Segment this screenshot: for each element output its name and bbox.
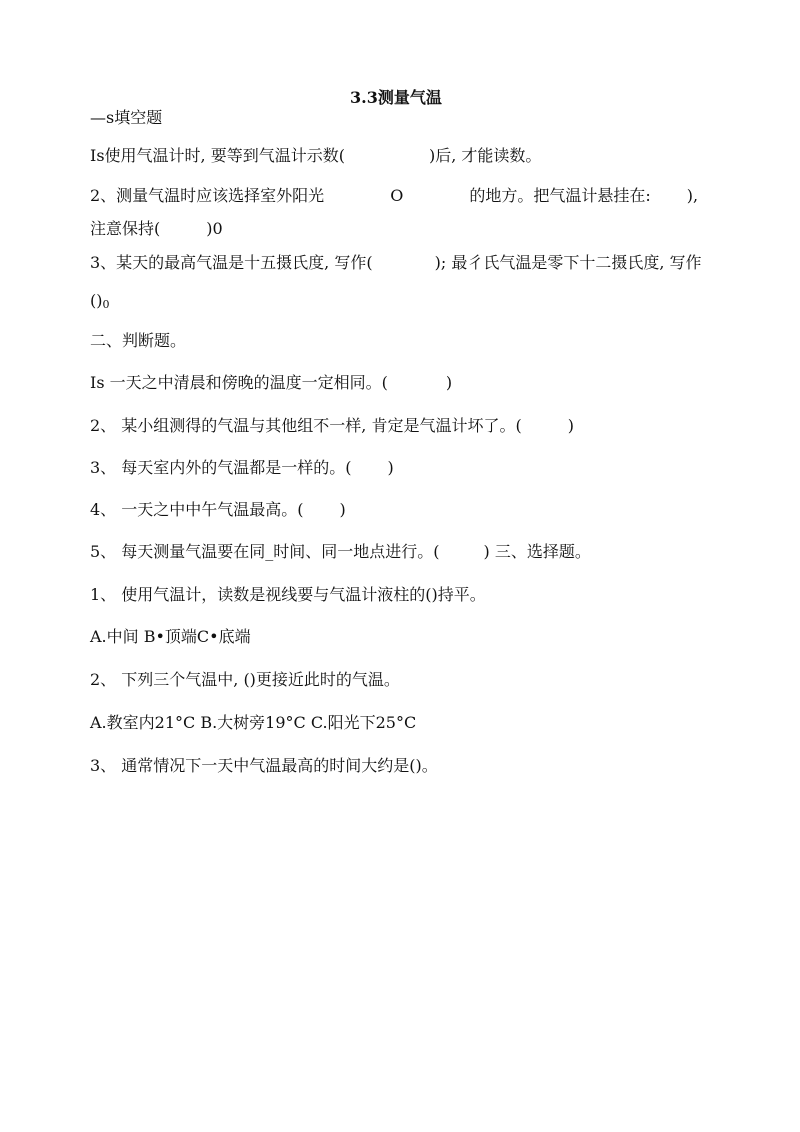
fill-q3b-subscript: 0 [102, 298, 110, 311]
judge-q5-close-and-section3-heading: ) 三、选择题。 [483, 542, 591, 561]
judge-q1-text: Is 一天之中清晨和傍晚的温度一定相同。( [90, 373, 388, 392]
judge-q4-text: 4、 一天之中中午气温最高。( [90, 500, 304, 519]
page-title: 3.3测量气温 [350, 88, 442, 107]
judge-question-4 [90, 500, 346, 520]
fill-q2-text-end: ), [686, 186, 699, 205]
fill-q2-text-middle: 的地方。把气温计悬挂在: [469, 186, 651, 205]
fill-q3-text-end: ); 最彳氏气温是零下十二摄氏度, 写作 [434, 253, 702, 272]
fill-question-3 [90, 253, 702, 273]
judge-q2-text: 2、 某小组测得的气温与其他组不一样, 肯定是气温计坏了。( [90, 416, 522, 435]
fill-q1-text-end: )后, 才能读数。 [428, 146, 542, 165]
fill-q2b-text-start: 注意保持( [90, 219, 161, 238]
choice-question-2-options: A.教室内21°C B.大树旁19°C C.阳光下25°C [90, 713, 417, 732]
fill-q2-blank-mark: O [390, 186, 404, 205]
fill-q3-text-start: 3、某天的最高气温是十五摄氏度, 写作( [90, 253, 373, 272]
fill-q2-text-start: 2、测量气温时应该选择室外阳光 [90, 186, 325, 205]
fill-question-2 [90, 186, 698, 206]
judge-question-2 [90, 416, 574, 436]
judge-q3-close: ) [387, 458, 394, 477]
judge-q1-close: ) [445, 373, 453, 392]
judge-q2-close: ) [567, 416, 574, 435]
choice-question-1-options: A.中间 B•顶端C•底端 [90, 627, 251, 646]
judge-q5-text: 5、 每天测量气温要在同_时间、同一地点进行。( [90, 542, 440, 561]
section-heading-judgement: 二、判断题。 [90, 331, 187, 350]
section-heading-fill-blank: —s填空题 [90, 108, 163, 127]
judge-question-1 [90, 373, 452, 393]
fill-question-2-continued [90, 219, 223, 239]
choice-question-3: 3、 通常情况下一天中气温最高的时间大约是()。 [90, 756, 438, 775]
judge-q4-close: ) [339, 500, 346, 519]
choice-question-1: 1、 使用气温计，读数是视线要与气温计液柱的()持平。 [90, 585, 486, 604]
fill-q3b-parens: () [90, 291, 103, 310]
fill-question-1 [90, 146, 541, 166]
fill-q1-text-start: Is使用气温计时, 要等到气温计示数( [90, 146, 345, 165]
judge-question-5 [90, 542, 591, 562]
fill-q2b-text-end: )0 [206, 219, 223, 238]
judge-q3-text: 3、 每天室内外的气温都是一样的。( [90, 458, 352, 477]
choice-question-2: 2、 下列三个气温中, ()更接近此时的气温。 [90, 670, 400, 689]
fill-question-3-continued [90, 291, 109, 315]
judge-question-3 [90, 458, 394, 478]
